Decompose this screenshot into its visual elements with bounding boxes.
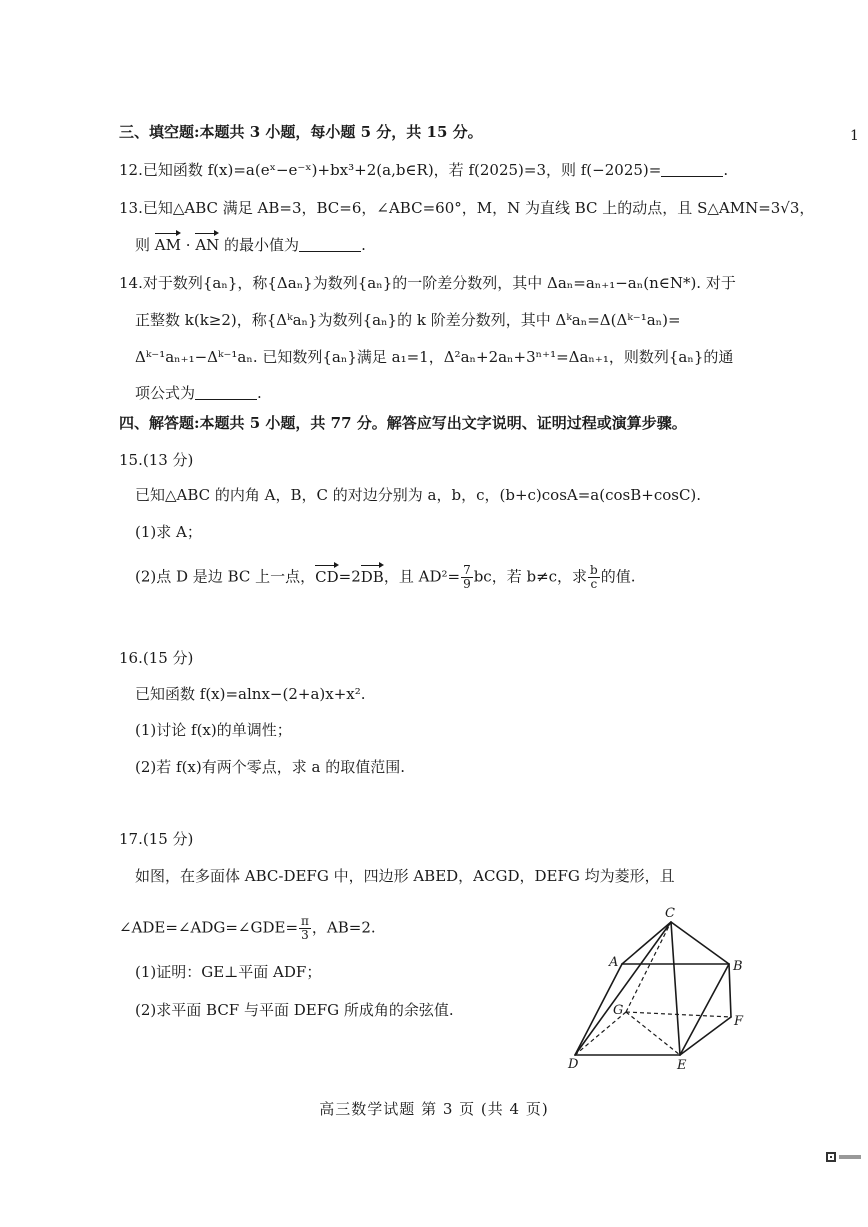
frac-denominator: 9 <box>463 577 471 591</box>
section3-heading: 三、填空题:本题共 3 小题，每小题 5 分，共 15 分。 <box>119 123 483 141</box>
q14-line3: Δᵏ⁻¹aₙ₊₁−Δᵏ⁻¹aₙ. 已知数列{aₙ}满足 a₁=1，Δ²aₙ+2aₙ+3ⁿ⁺¹=Δaₙ₊₁，则数列{aₙ}的通 <box>135 348 734 366</box>
label-c: C <box>665 906 675 921</box>
q15-p2-a: (2)点 D 是边 BC 上一点， <box>135 567 316 586</box>
label-e: E <box>677 1058 687 1073</box>
q13-answer-blank <box>299 237 361 252</box>
edge-bf <box>729 964 731 1017</box>
q16-part1: (1)讨论 f(x)的单调性； <box>135 721 292 739</box>
q14-line1: 对于数列{aₙ}，称{Δaₙ}为数列{aₙ}的一阶差分数列，其中 Δaₙ=aₙ₊₁−aₙ(n∈N*). 对于 <box>142 274 736 292</box>
q16-part2: (2)若 f(x)有两个零点，求 a 的取值范围. <box>135 758 405 776</box>
q17-fraction-pi-3 <box>299 915 311 942</box>
edge-gf <box>626 1012 731 1017</box>
q15-fraction-b-c <box>588 564 600 591</box>
q15-vector-db: DB <box>360 567 384 586</box>
frac-numerator: b <box>590 563 598 577</box>
q17-part2: (2)求平面 BCF 与平面 DEFG 所成角的余弦值. <box>135 1001 454 1019</box>
label-b: B <box>733 959 743 974</box>
q16-head: 16.(15 分) <box>119 649 194 667</box>
q15-stem: 已知△ABC 的内角 A，B，C 的对边分别为 a，b，c，(b+c)cosA=a(cosB+cosC). <box>135 486 702 504</box>
q15-vector-cd: CD <box>315 567 339 586</box>
q13-vector-an: AN <box>195 236 220 254</box>
question-12 <box>119 160 728 180</box>
label-f: F <box>734 1014 744 1029</box>
edge-ef <box>680 1017 731 1055</box>
q12-tail: . <box>723 161 729 179</box>
q14-tail: . <box>257 384 262 402</box>
q13-line1: 已知△ABC 满足 AB=3，BC=6，∠ABC=60°，M，N 为直线 BC 上的动点，且 S△AMN=3√3， <box>142 199 815 217</box>
polyhedron-figure <box>560 900 760 1075</box>
page-edge-marker: 1 <box>850 128 859 144</box>
q15-p2-eq: =2 <box>338 567 361 586</box>
q12-text: 已知函数 f(x)=a(eˣ−e⁻ˣ)+bx³+2(a,b∈R)，若 f(2025)=3，则 f(−2025)= <box>142 161 662 179</box>
q15-head: 15.(13 分) <box>119 451 194 469</box>
label-a: A <box>609 955 619 970</box>
q14-line2: 正整数 k(k≥2)，称{Δᵏaₙ}为数列{aₙ}的 k 阶差分数列，其中 Δᵏaₙ=Δ(Δᵏ⁻¹aₙ)= <box>135 311 681 329</box>
q15-p2-b: ，且 AD²= <box>383 567 461 586</box>
frac-denominator: c <box>590 577 598 591</box>
edge-ge <box>626 1012 680 1055</box>
q17-head: 17.(15 分) <box>119 830 194 848</box>
q14-answer-blank <box>195 385 257 400</box>
q14-number: 14. <box>119 274 143 292</box>
q17-part1: (1)证明：GE⊥平面 ADF； <box>135 963 322 981</box>
vertex-labels <box>567 906 744 1073</box>
q16-stem: 已知函数 f(x)=alnx−(2+a)x+x². <box>135 685 366 703</box>
question-13-line2 <box>135 235 366 255</box>
edge-gc <box>626 922 671 1012</box>
frac-numerator: 7 <box>463 563 471 577</box>
frac-denominator: 3 <box>301 928 309 942</box>
q14-line4: 项公式为 <box>135 384 196 402</box>
edge-cd <box>575 922 671 1055</box>
q13-dot: · <box>181 236 196 254</box>
question-13-line1 <box>119 198 814 218</box>
qr-watermark-icon <box>826 1152 862 1164</box>
q15-p2-d: 的值. <box>600 567 636 586</box>
page-footer: 高三数学试题 第 3 页 (共 4 页) <box>319 1100 549 1118</box>
question-14-line4 <box>135 383 262 403</box>
edge-be <box>680 964 729 1055</box>
q15-part1: (1)求 A； <box>135 523 202 541</box>
q17-angles: ∠ADE=∠ADG=∠GDE= <box>119 918 299 937</box>
frac-numerator: π <box>301 914 309 928</box>
q17-stem2 <box>119 915 376 942</box>
section4-heading: 四、解答题:本题共 5 小题，共 77 分。解答应写出文字说明、证明过程或演算步骤。 <box>119 414 687 432</box>
edge-cb <box>671 922 729 964</box>
q13-number: 13. <box>119 199 143 217</box>
q12-answer-blank <box>661 162 723 177</box>
q15-part2 <box>135 564 636 591</box>
q15-p2-c: bc，若 b≠c，求 <box>473 567 588 586</box>
q13-prefix: 则 <box>135 236 151 254</box>
q13-vector-am: AM <box>154 236 181 254</box>
question-14-line1 <box>119 273 736 293</box>
edge-ce <box>671 922 680 1055</box>
q17-ab: ，AB=2. <box>311 918 376 937</box>
q13-suffix: 的最小值为 <box>219 236 300 254</box>
label-g: G <box>613 1003 624 1018</box>
q13-tail: . <box>361 236 366 254</box>
q12-number: 12. <box>119 161 143 179</box>
edge-ca <box>622 922 671 964</box>
q17-stem1: 如图，在多面体 ABC-DEFG 中，四边形 ABED，ACGD，DEFG 均为菱形，且 <box>135 867 675 885</box>
label-d: D <box>568 1057 579 1072</box>
q15-fraction-7-9 <box>461 564 473 591</box>
